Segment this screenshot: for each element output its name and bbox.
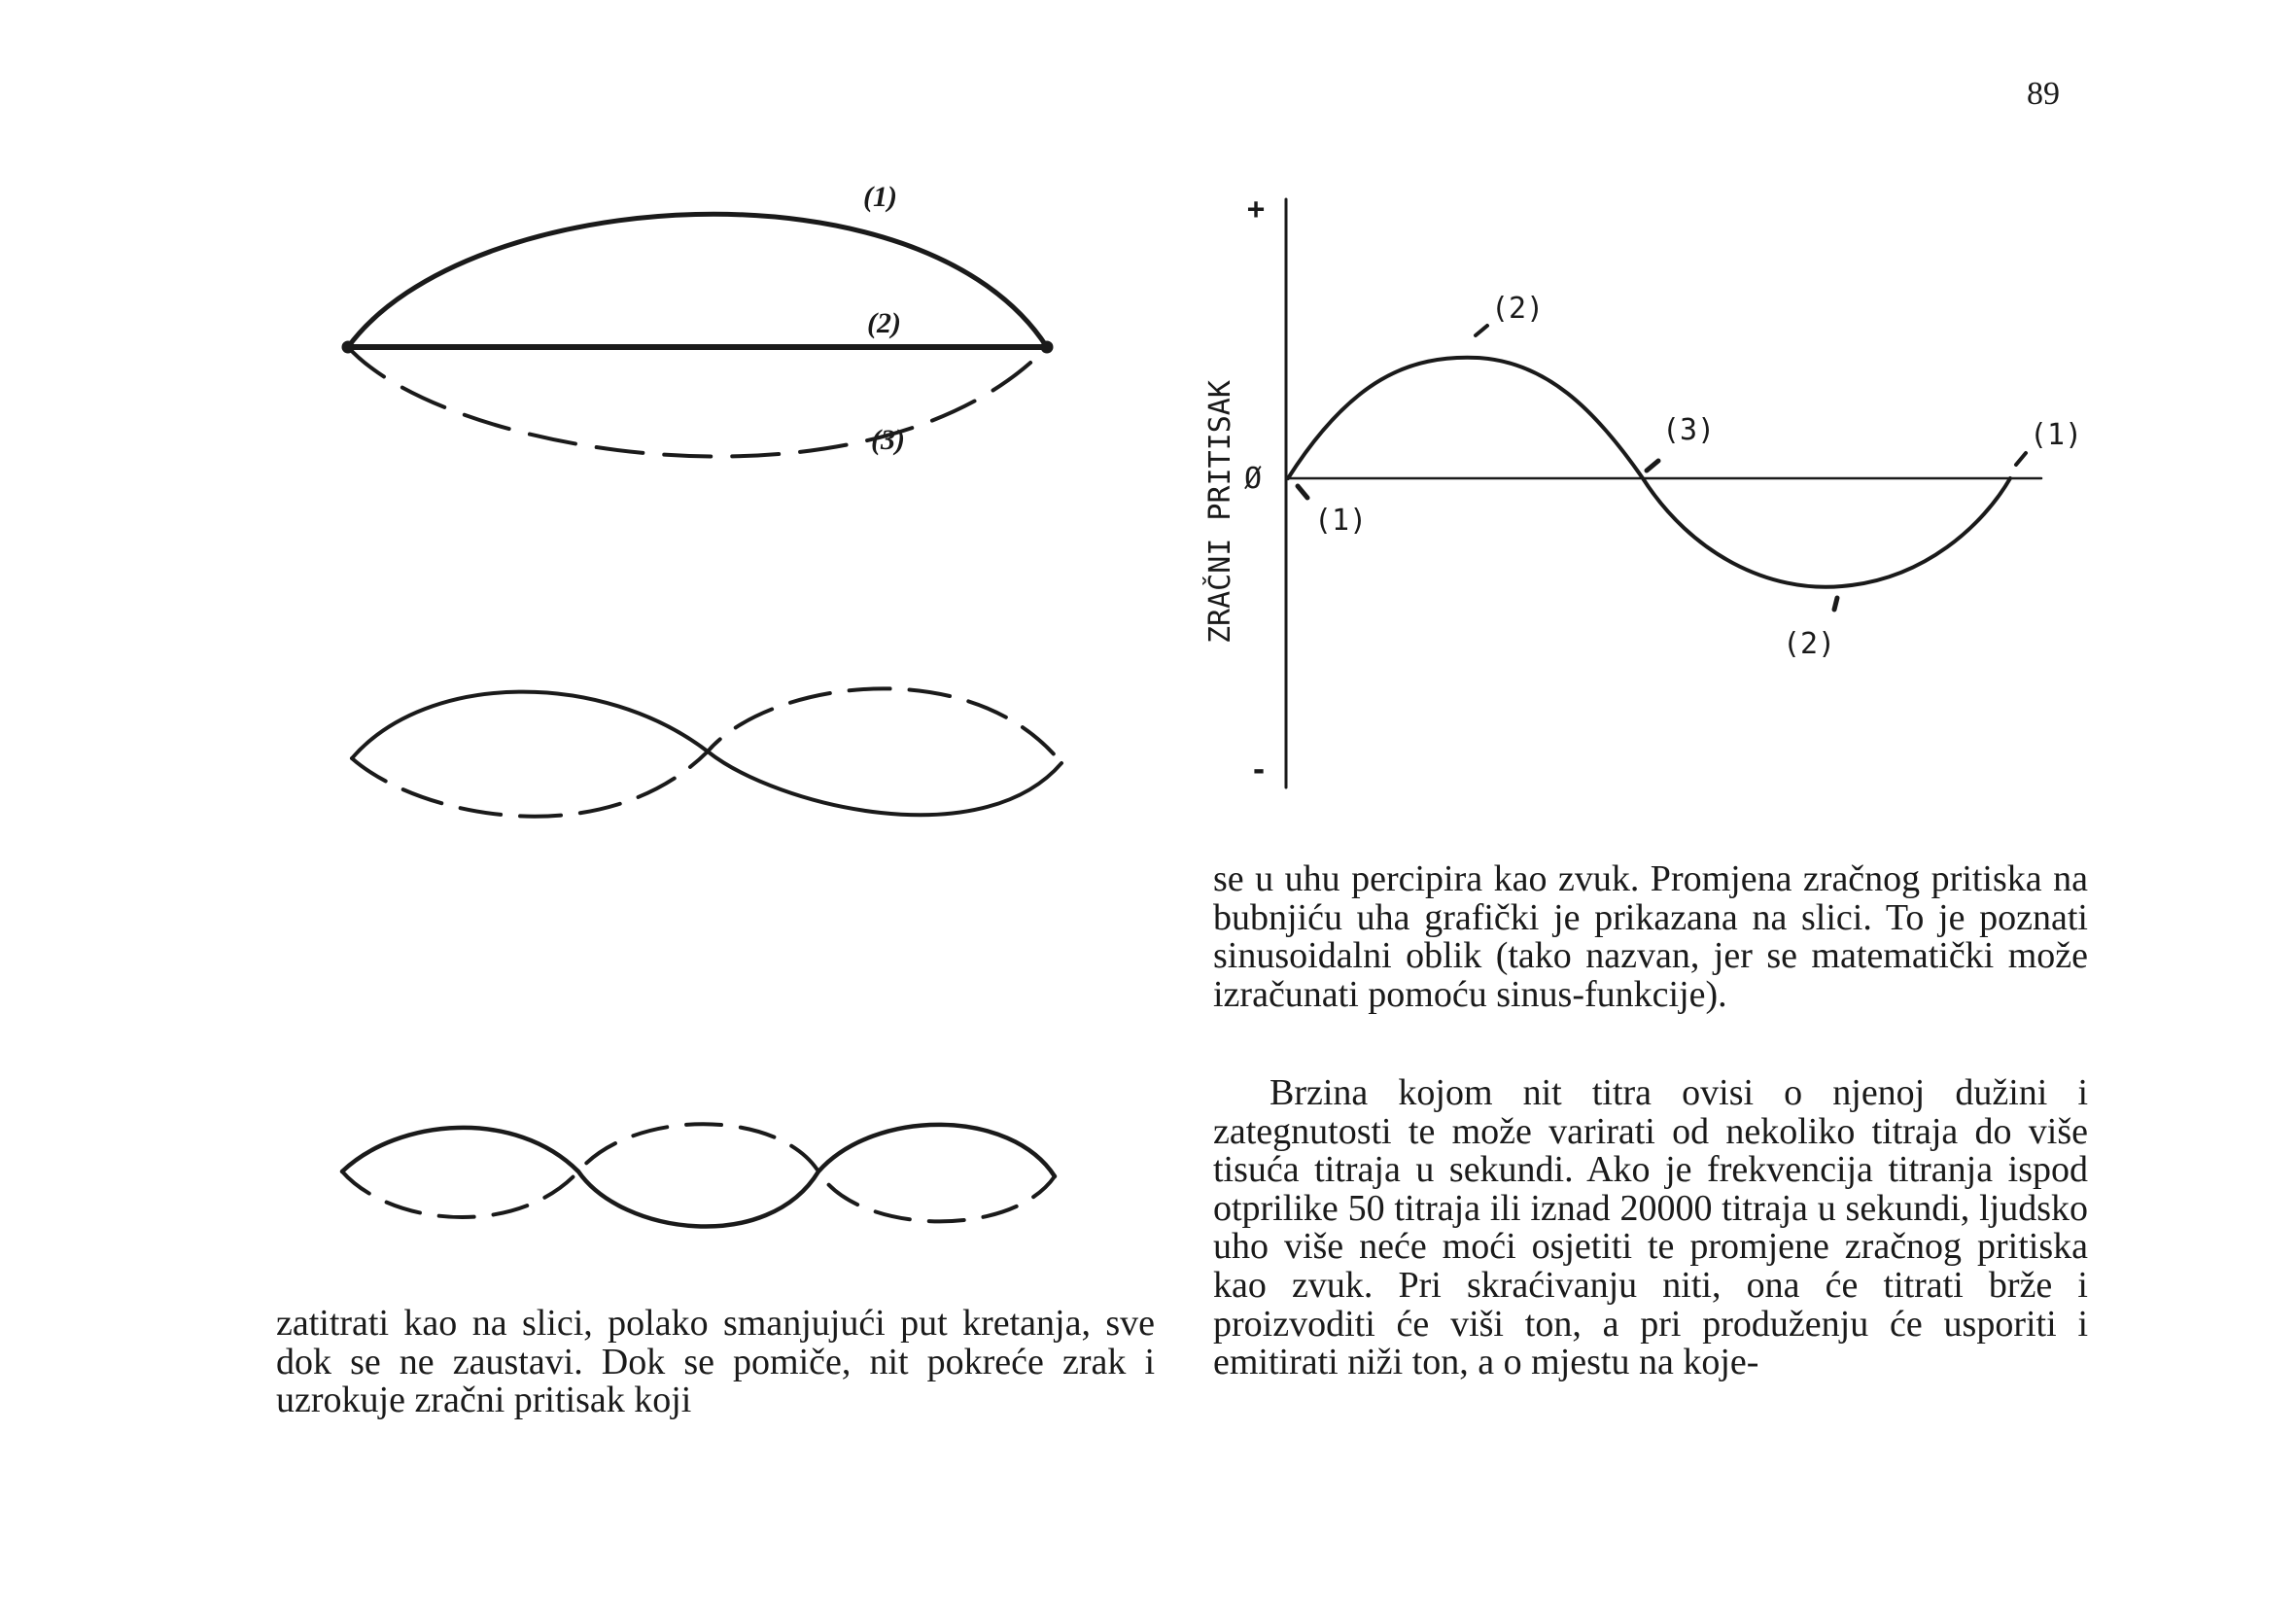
label-curve-2: (2) (867, 307, 901, 339)
arrow-crest (1476, 326, 1487, 335)
label-end: (1) (2030, 418, 2083, 452)
arrow-trough (1834, 598, 1837, 610)
harmonic-3-solid (342, 1125, 1055, 1227)
zero-label: Ø (1244, 462, 1263, 496)
label-trough: (2) (1783, 627, 1836, 661)
paragraph-right-1: se u uhu percipira kao zvuk. Promjena zračnog pritiska na bubnjiću uha grafički je prikazana na slici. To je poznati sinusoidalni oblik (tako nazvan, jer se matematički može izračunati pomoću sinus-funkcije). (1213, 858, 2088, 1015)
paragraph-right-2: Brzina kojom nit titra ovisi o njenoj dužini i zategnutosti te može varirati od nekoliko titraja do više tisuća titraja u sekundi. Ako je frekvencija titranja ispod otprilike 50 titraja ili iznad 20000 titraja u sekundi, ljudsko uho više neće moći osjetiti te promjene zračnog pritiska kao zvuk. Pri skraćivanju niti, ona će titrati brže i proizvoditi će viši ton, a pri produženju će usporiti i emitirati niži ton, a o mjestu na koje- (1213, 1072, 2088, 1383)
arrow-crossing (1647, 461, 1658, 471)
page-number: 89 (2027, 76, 2060, 112)
label-start: (1) (1314, 504, 1368, 538)
label-curve-3: (3) (871, 424, 905, 456)
arrow-start (1298, 486, 1307, 498)
label-crest: (2) (1491, 292, 1545, 326)
plus-label: + (1247, 192, 1266, 227)
harmonic-3-dashed (342, 1124, 1055, 1221)
minus-label: - (1250, 753, 1269, 787)
sine-wave (1288, 358, 2010, 587)
label-curve-1: (1) (863, 181, 897, 213)
arrow-end (2016, 453, 2026, 465)
paragraph-left: zatitrati kao na slici, polako smanjujući put kretanja, sve dok se ne zaustavi. Dok se pomiče, nit pokreće zrak i uzrokuje zračni pritisak koji (276, 1303, 1155, 1421)
label-crossing: (3) (1662, 413, 1716, 447)
y-axis-label: ZRAČNI PRITISAK (1203, 380, 1237, 644)
